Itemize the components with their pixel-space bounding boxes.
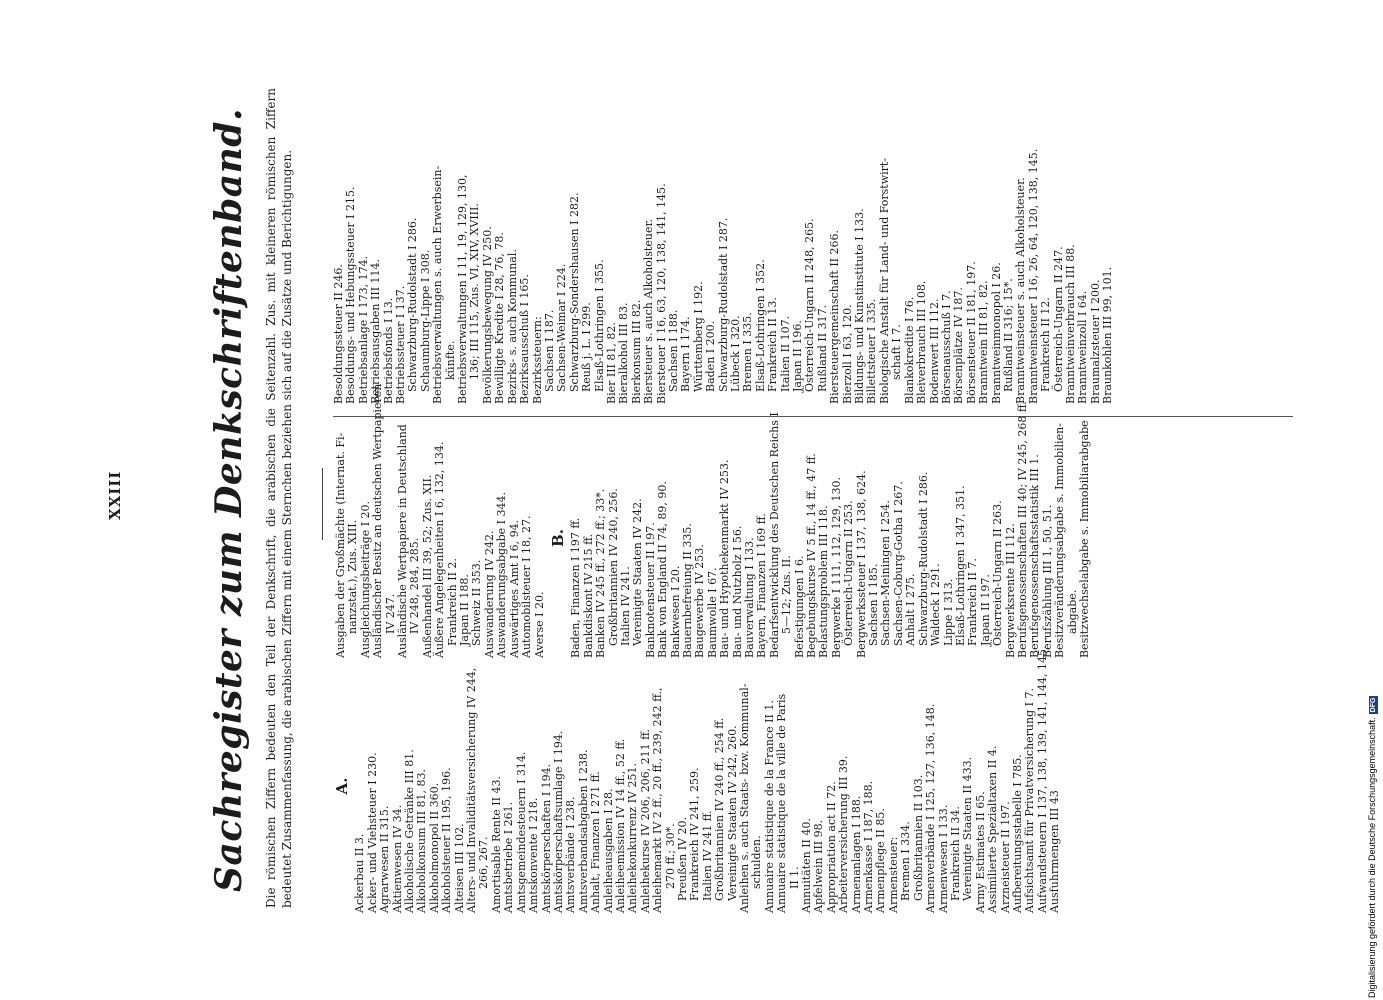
index-entry: Befestigungen I 6. xyxy=(792,555,806,658)
index-entry: Annuitäten II 40. xyxy=(800,818,814,913)
index-entry: Frankreich IV 241, 259. xyxy=(688,767,702,901)
index-entry: Acker- und Viehsteuer I 230. xyxy=(365,752,379,913)
index-entry: Vereinigte Staaten II 433. xyxy=(961,756,975,901)
index-column-2 xyxy=(334,383,1091,658)
index-entry: Branntweinmonopol I 26. xyxy=(989,262,1003,404)
index-entry: Elsaß-Lothringen I 352. xyxy=(753,259,767,392)
index-entry: Agrarwesen II 315. xyxy=(378,805,392,913)
index-entry: IV 247. xyxy=(383,593,397,634)
index-entry: Bank von England II 74, 89, 90. xyxy=(656,481,670,658)
index-entry: Armensteuer: xyxy=(886,836,900,913)
index-entry: Österreich-Ungarn II 253. xyxy=(842,500,856,646)
index-entry: Sachsen-Weimar I 224. xyxy=(555,263,569,392)
index-entry: Alkoholische Getränke III 81. xyxy=(403,749,417,913)
index-entry: Württemberg I 192. xyxy=(691,281,705,392)
index-entry: Baumwolle I 67. xyxy=(705,567,719,658)
page-number: XXIII xyxy=(106,470,124,520)
index-entry: Apfelwein III 98. xyxy=(812,819,826,913)
index-entry: Alkoholmonopol II 360. xyxy=(427,782,441,913)
index-entry: Sachsen-Meiningen I 254. xyxy=(879,500,893,646)
index-entry: Ausgleichungsbeiträge I 20. xyxy=(358,500,372,658)
index-entry: Bezirks- s. auch Kommunal. xyxy=(505,249,519,404)
index-entry: Frankreich II 34. xyxy=(948,806,962,901)
index-entry: Japan II 196. xyxy=(791,320,805,392)
index-entry: Begebungskurse IV 5 ff., 14 ff., 47 ff. xyxy=(805,453,819,658)
index-entry: Schwarzburg-Rudolstadt I 286. xyxy=(406,217,420,392)
index-entry: Auswärtiges Amt I 6, 94. xyxy=(507,519,521,658)
index-entry: Frankreich II 13. xyxy=(766,297,780,392)
index-entry: Anhalt I 275. xyxy=(904,573,918,646)
index-entry: Vereinigte Staaten IV 242, 260. xyxy=(725,725,739,901)
intro-paragraph: Die römischen Ziffern bedeuten den Teil der Denkschrift, die arabischen die Seitenzahl. Zus. mit kleineren römischen Ziffern bedeutet Zusammenfassung, die arabischen Ziffern mit einem Sternchen beziehen sich auf die Zusätze und Berichtigungen. xyxy=(264,88,294,908)
index-entry: Bayern I 174. xyxy=(679,316,693,392)
index-entry: Sachsen I 185. xyxy=(867,563,881,646)
index-entry: Bewilligte Kredite I 28, 76, 78. xyxy=(493,232,507,404)
index-entry: Biersteuergemeinschaft II 266. xyxy=(828,229,842,404)
index-entry: Österreich-Ungarn II 248, 265. xyxy=(803,218,817,392)
index-entry: Armenanlagen I 188. xyxy=(849,795,863,913)
index-entry: Vereinigte Staaten IV 242. xyxy=(631,498,645,646)
index-entry: Amortisable Rente II 43. xyxy=(489,776,503,913)
index-entry: Branntweinverbrauch III 88. xyxy=(1063,244,1077,404)
index-entry: Bedarfsentwicklung des Deutschen Reichs I xyxy=(767,412,781,658)
index-column-3 xyxy=(333,134,1115,404)
index-entry: Anleihen s. auch Staats- bzw. Kommunal- xyxy=(738,683,751,913)
index-entry: Bodenwert III 112. xyxy=(927,298,941,404)
index-entry: Belastungsproblem III 118. xyxy=(817,505,831,658)
index-entry: Bergwerkssteuer I 137, 138, 624. xyxy=(854,470,868,658)
index-entry: schaft I 7. xyxy=(890,324,904,380)
dfg-logo: DFG xyxy=(1370,697,1377,713)
index-entry: Lippe I 313. xyxy=(941,578,955,646)
index-entry: Amtsbetriebe I 261. xyxy=(502,801,516,913)
index-entry: Ausländische Wertpapiere in Deutschland xyxy=(396,424,410,658)
index-entry: Preußen IV 20. xyxy=(675,817,689,901)
index-entry: Bevölkerungsbewegung IV 250. xyxy=(480,226,494,404)
index-entry: Ausländischer Besitz an deutschen Wertpapieren xyxy=(371,383,385,658)
index-entry: Auswanderungsabgabe I 344. xyxy=(495,492,509,658)
index-entry: Frankreich II 12. xyxy=(1039,297,1053,392)
index-entry: Besitzwechselabgabe s. Immobiliarabgabe xyxy=(1077,420,1091,658)
index-entry: Berufsgenossenschaftsstatistik III 1. xyxy=(1028,454,1042,658)
index-entry: Bremen I 335. xyxy=(741,312,755,392)
index-entry: abgabe. xyxy=(1065,589,1079,634)
index-entry: Billettsteuer I 335. xyxy=(865,298,879,404)
index-entry: Anleiheemission IV 14 ff., 52 ff. xyxy=(613,738,627,913)
index-entry: Amtsverbandsabgaben I 238. xyxy=(576,749,590,913)
index-entry: Army Estimates II 65. xyxy=(973,791,987,913)
index-entry: Bayern, Finanzen I 169 ff. xyxy=(755,513,769,658)
index-entry: Bildungs- und Kunstinstitute I 133. xyxy=(853,208,867,404)
index-entry: Baugewerbe IV 253. xyxy=(693,544,707,658)
index-entry: Branntweinsteuer s. auch Alkoholsteuer. xyxy=(1014,177,1028,404)
index-entry: Amtskörperschaftsumlage I 194. xyxy=(551,730,565,913)
index-entry: 270 ff.; 30*. xyxy=(663,823,677,889)
index-entry: Armenkasse I 187, 188. xyxy=(862,780,876,913)
index-entry: Österreich-Ungarn II 247. xyxy=(1051,246,1065,392)
index-entry: Italien IV 241. xyxy=(618,566,632,646)
index-entry: Bergwerke I 111, 112, 129, 130. xyxy=(829,476,843,658)
index-entry: Außenhandel III 39, 52; Zus. XII. xyxy=(420,474,434,658)
index-entry: Italien II 107. xyxy=(778,315,792,392)
section-letter: B. xyxy=(548,529,567,547)
index-entry: Bierzoll I 63, 120. xyxy=(840,304,854,404)
index-entry: Berufszählung III 1, 50, 51. xyxy=(1040,504,1054,658)
index-entry: Annuaire statistique de la France II 1. xyxy=(762,700,776,913)
index-entry: Betriebsverwaltungen s. auch Erwerbsein- xyxy=(431,165,445,404)
index-entry: Rußland II 316; 15*. xyxy=(1001,278,1015,392)
index-entry: Sachsen I 188. xyxy=(666,309,680,392)
index-entry: Schwarzburg-Rudolstadt I 287. xyxy=(716,217,730,392)
index-entry: Ausgaben der Großmächte (Internat. Fi- xyxy=(334,432,347,658)
index-entry: II 1. xyxy=(787,866,801,889)
index-entry: Besoldungs- und Hebungssteuer I 215. xyxy=(344,186,358,404)
index-column-1 xyxy=(330,645,1062,913)
index-entry: Bankdiskont IV 215 ff. xyxy=(581,533,595,658)
index-entry: Bau- und Nutzholz I 56. xyxy=(730,525,744,658)
digitization-note xyxy=(1363,0,1381,998)
index-entry: Besitzveränderungsabgabe s. Immobilien- xyxy=(1053,423,1067,658)
index-entry: Arbeiterversicherung III 39. xyxy=(837,755,851,913)
index-entry: Bleiverbrauch III 108. xyxy=(915,280,929,404)
index-entry: künfte. xyxy=(443,340,457,380)
index-entry: Lübeck I 320. xyxy=(729,315,742,392)
title-divider xyxy=(322,468,323,540)
index-entry: Bier III 81, 82. xyxy=(604,322,618,404)
index-entry: Armenverbände I 125, 127, 136, 148. xyxy=(924,703,938,913)
index-entry: Anleihekonkurrenz IV 251. xyxy=(626,763,640,913)
index-entry: Waldeck I 291. xyxy=(929,563,943,646)
index-entry: Japan II 188. xyxy=(458,574,472,646)
index-entry: Betriebsverwaltungen I 11, 19, 129, 130, xyxy=(456,174,470,404)
index-entry: Braunkohlen III 99, 101. xyxy=(1101,266,1115,404)
index-entry: 5—12; Zus. II. xyxy=(780,555,794,634)
index-entry: Biologische Anstalt für Land- und Forstwirt- xyxy=(877,157,891,404)
index-entry: Großbritannien IV 240 ff., 254 ff. xyxy=(713,717,727,901)
index-entry: Bankwesen I 20. xyxy=(668,565,682,658)
index-entry: Braumalzsteuer I 200. xyxy=(1088,279,1102,404)
index-entry: schulden. xyxy=(750,835,764,889)
index-entry: Berufsgenossenschaften III 40; IV 245, 268 ff. xyxy=(1015,401,1029,658)
index-entry: Börsenplätze IV 187. xyxy=(952,287,966,404)
index-entry: Börsenausschuß I 7. xyxy=(939,290,953,404)
index-entry: Automobilsteuer I 18, 27. xyxy=(520,515,534,658)
index-entry: Schwarzburg-Rudolstadt I 286. xyxy=(916,471,930,646)
index-entry: 136; III 115, Zus. VI, XIV, XVIII. xyxy=(468,203,482,380)
index-entry: Banken IV 245 ff., 272 ff.; 33*. xyxy=(594,488,608,658)
index-entry: Baden I 200. xyxy=(704,320,718,392)
index-entry: Frankreich II 2. xyxy=(445,558,459,646)
index-entry: Äußere Angelegenheiten I 6, 132, 134. xyxy=(433,441,447,658)
index-entry: Bremen I 334. xyxy=(899,821,913,901)
index-entry: Ausfuhrmengen III 43 xyxy=(1048,790,1062,913)
digitization-text: Digitalisierung gefördert durch die Deutsche Forschungsgemeinschaft. xyxy=(1367,717,1377,998)
index-entry: Amtskörperschaften I 194. xyxy=(539,763,553,913)
index-entry: Aufwandsteuern I 137, 138, 139, 141, 144, 145. xyxy=(1035,645,1049,913)
index-entry: Arzneisteuer II 197. xyxy=(998,801,1012,913)
index-entry: Elsaß-Lothringen I 355. xyxy=(592,259,606,392)
index-entry: Bauernbefreiung II 335. xyxy=(680,523,694,658)
index-entry: Alkoholsteuer II 195, 196. xyxy=(440,767,454,913)
index-entry: Branntweinzoll I 64. xyxy=(1076,290,1090,404)
index-entry: Bau- und Hypothekenmarkt IV 253. xyxy=(718,459,732,658)
index-entry: Aufbereitungsstabelle I 785. xyxy=(1010,754,1024,913)
index-entry: Anhalt, Finanzen I 271 ff. xyxy=(589,771,603,913)
index-entry: Bezirkssteuern: xyxy=(530,316,544,404)
index-entry: Amtskonvente I 218. xyxy=(527,797,541,913)
index-entry: Schaumburg-Lippe I 308. xyxy=(418,249,432,392)
index-entry: Annuaire statistique de la ville de Paris xyxy=(775,693,789,913)
index-entry: Rußland II 317. xyxy=(815,304,829,392)
index-entry: Schweiz II 353. xyxy=(470,559,484,646)
index-entry: Amtsgemeindesteuern I 314. xyxy=(514,751,528,913)
index-entry: Biersteuer I 16, 63, 120, 138, 141, 145. xyxy=(654,183,668,404)
index-entry: nanzstat.), Zus. XIII. xyxy=(346,519,360,634)
index-entry: Averse I 20. xyxy=(532,591,546,658)
index-entry: Alkoholkonsum III 81, 83. xyxy=(415,768,429,913)
index-entry: Aufsichtsamt für Privatversicherung I 7. xyxy=(1023,688,1037,913)
index-entry: Alteisen III 102. xyxy=(452,823,466,913)
index-entry: Reuß j. L. I 299. xyxy=(580,302,594,392)
index-entry: Anleihekurse IV 206, 206, 211 ff. xyxy=(638,728,652,913)
index-entry: Elsaß-Lothringen I 347, 351. xyxy=(953,485,967,646)
index-entry: Assimilierte Spezialtaxen II 4. xyxy=(986,745,1000,913)
index-entry: Österreich-Ungarn II 263. xyxy=(991,500,1005,646)
index-entry: Ackerbau II 3. xyxy=(353,833,367,913)
index-entry: Alters- und Invaliditätsversicherung IV 244, xyxy=(465,667,479,913)
index-entry: 266, 267. xyxy=(477,836,491,889)
index-entry: Schwarzburg-Sondershausen I 282. xyxy=(567,192,581,392)
index-entry: Appropriation act II 72. xyxy=(824,781,838,913)
index-entry: Japan II 197. xyxy=(978,574,992,646)
page-title: Sachregister zum Denkschriftenband. xyxy=(208,108,250,892)
column-divider xyxy=(333,416,1293,417)
index-entry: Sachsen I 187. xyxy=(542,309,556,392)
index-entry: Sachsen-Coburg-Gotha I 267. xyxy=(891,481,905,646)
index-entry: Großbritannien IV 240, 256. xyxy=(606,488,620,646)
index-entry: Betriebsfonds I 13. xyxy=(381,297,395,404)
index-entry: Auswanderung IV 242. xyxy=(482,530,496,658)
index-entry: Betriebsanlage I 173, 174. xyxy=(356,255,370,404)
index-entry: Armenpflege II 85. xyxy=(874,808,888,913)
index-entry: Banknotensteuer II 197. xyxy=(643,522,657,658)
index-entry: Bierkonsum III 82. xyxy=(629,299,643,404)
index-entry: Branntweinsteuer I 16, 26, 64, 120, 138, 145. xyxy=(1026,148,1040,404)
index-entry: Bezirksausschuß I 165. xyxy=(518,274,532,404)
index-entry: IV 248, 284, 285. xyxy=(408,537,422,634)
index-entry: Branntwein III 81, 82. xyxy=(977,280,991,404)
index-entry: Frankreich II 7. xyxy=(966,558,980,646)
index-entry: Armenwesen I 133. xyxy=(936,804,950,913)
section-letter: A. xyxy=(333,777,351,795)
index-entry: Blankokredite I 76. xyxy=(902,296,916,404)
index-entry: Amtsverbände I 238. xyxy=(564,796,578,913)
index-entry: Anleiheausgaben I 28. xyxy=(601,788,615,913)
index-entry: Bergwerksrente III 112. xyxy=(1003,523,1017,658)
index-entry: Betriebssteuer I 137. xyxy=(394,285,408,404)
index-entry: Bauverwaltung I 133. xyxy=(743,537,756,658)
index-entry: Baden, Finanzen I 197 ff. xyxy=(569,517,583,658)
index-entry: Großbritannien II 103. xyxy=(911,774,925,901)
index-entry: Italien IV 241 ff. xyxy=(700,810,714,901)
index-entry: Biersteuer s. auch Alkoholsteuer. xyxy=(642,218,656,404)
index-entry: Bieralkohol III 83. xyxy=(617,302,631,404)
index-entry: Börsensteuer II 181, 197. xyxy=(964,261,978,404)
index-entry: Besoldungssteuer II 246. xyxy=(332,264,345,404)
index-entry: Betriebsausgaben III 114. xyxy=(369,258,383,404)
index-entry: Aktienwesen IV 34. xyxy=(390,804,404,913)
index-entry: Anleihemarkt IV 2 ff., 20 ff., 239, 242 ff., xyxy=(651,687,665,913)
